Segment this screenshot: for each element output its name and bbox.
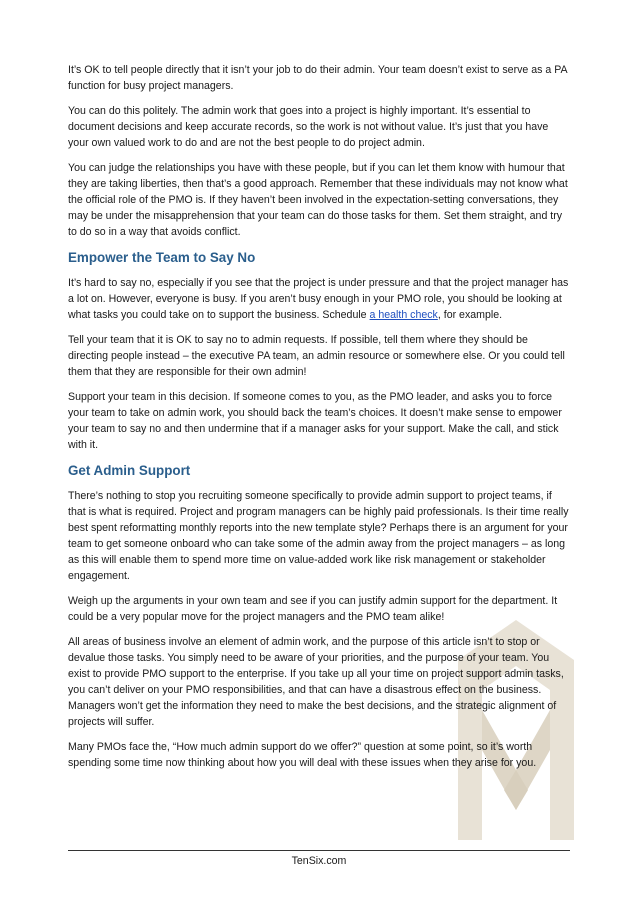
empower-paragraph-3: Support your team in this decision. If someone comes to you, as the PMO leader, and asks you to force your team to take on admin work, you should back the team’s choices. It doesn’t make sense to empower your team to say no and then undermine that if a manager asks for your support. Make the call, and stick with it.	[68, 391, 562, 451]
intro-paragraph-2: You can do this politely. The admin work that goes into a project is highly important. It’s essential to document decisions and keep accurate records, so the work is not without value. It’s just that you have your own valued work to do and are not the best people to do project admin.	[68, 105, 549, 149]
section-heading-empower: Empower the Team to Say No	[68, 250, 256, 265]
empower-p1-text-before: It’s hard to say no, especially if you see that the project is under pressure and that the project manager has a lot on. However, everyone is busy. If you aren’t busy enough in your PMO role, you should be looking at what tasks you could take on to support the business. Schedule	[68, 277, 569, 321]
empower-paragraph-2: Tell your team that it is OK to say no to admin requests. If possible, tell them where they should be directing people instead – the executive PA team, an admin resource or somewhere else. Or you could tell them that they are responsible for their own admin!	[68, 334, 565, 378]
document-body	[68, 62, 570, 780]
intro-paragraph-1: It’s OK to tell people directly that it isn’t your job to do their admin. Your team doesn’t exist to serve as a PA function for busy project managers.	[68, 64, 567, 92]
empower-p1-text-after: , for example.	[437, 309, 503, 321]
admin-paragraph-1: There’s nothing to stop you recruiting someone specifically to provide admin support to project teams, if that is what is required. Project and program managers can be highly paid professionals. Is their time really best spent reformatting monthly reports into the new template style? Perhaps there is an argument for your team to get someone onboard who can take some of the admin away from the project managers – as long as this will enable them to spend more time on value-added work like risk management or stakeholder engagement.	[68, 490, 569, 582]
admin-paragraph-3: All areas of business involve an element of admin work, and the purpose of this article isn’t to stop or devalue those tasks. You simply need to be aware of your priorities, and the purpose of your team. You exist to provide PMO support to the enterprise. If you take up all your time on project support admin tasks, you can’t deliver on your PMO responsibilities, and that can have a disastrous effect on the business. Managers won’t get the information they need to make the best decisions, and the strategic alignment of projects will suffer.	[68, 636, 564, 728]
admin-paragraph-4: Many PMOs face the, “How much admin support do we offer?” question at some point, so it’s worth spending some time now thinking about how you will deal with these issues when they arise for you.	[68, 741, 537, 769]
footer-site-name: TenSix.com	[291, 855, 347, 867]
intro-paragraph-3: You can judge the relationships you have with these people, but if you can let them know with humour that they are taking liberties, then that’s a good approach. Remember that these individuals may not know what the official role of the PMO is. If they haven’t been involved in the expectation-setting conversations, they may be under the misapprehension that your team can do those tasks for them. Set them straight, and try to do so in a way that avoids conflict.	[68, 162, 568, 238]
footer-divider	[68, 850, 570, 851]
section-heading-admin-support: Get Admin Support	[68, 463, 191, 478]
health-check-link[interactable]: a health check	[369, 309, 438, 321]
admin-paragraph-2: Weigh up the arguments in your own team and see if you can justify admin support for the department. It could be a very popular move for the project managers and the PMO team alike!	[68, 595, 558, 623]
empower-paragraph-1	[68, 275, 570, 323]
